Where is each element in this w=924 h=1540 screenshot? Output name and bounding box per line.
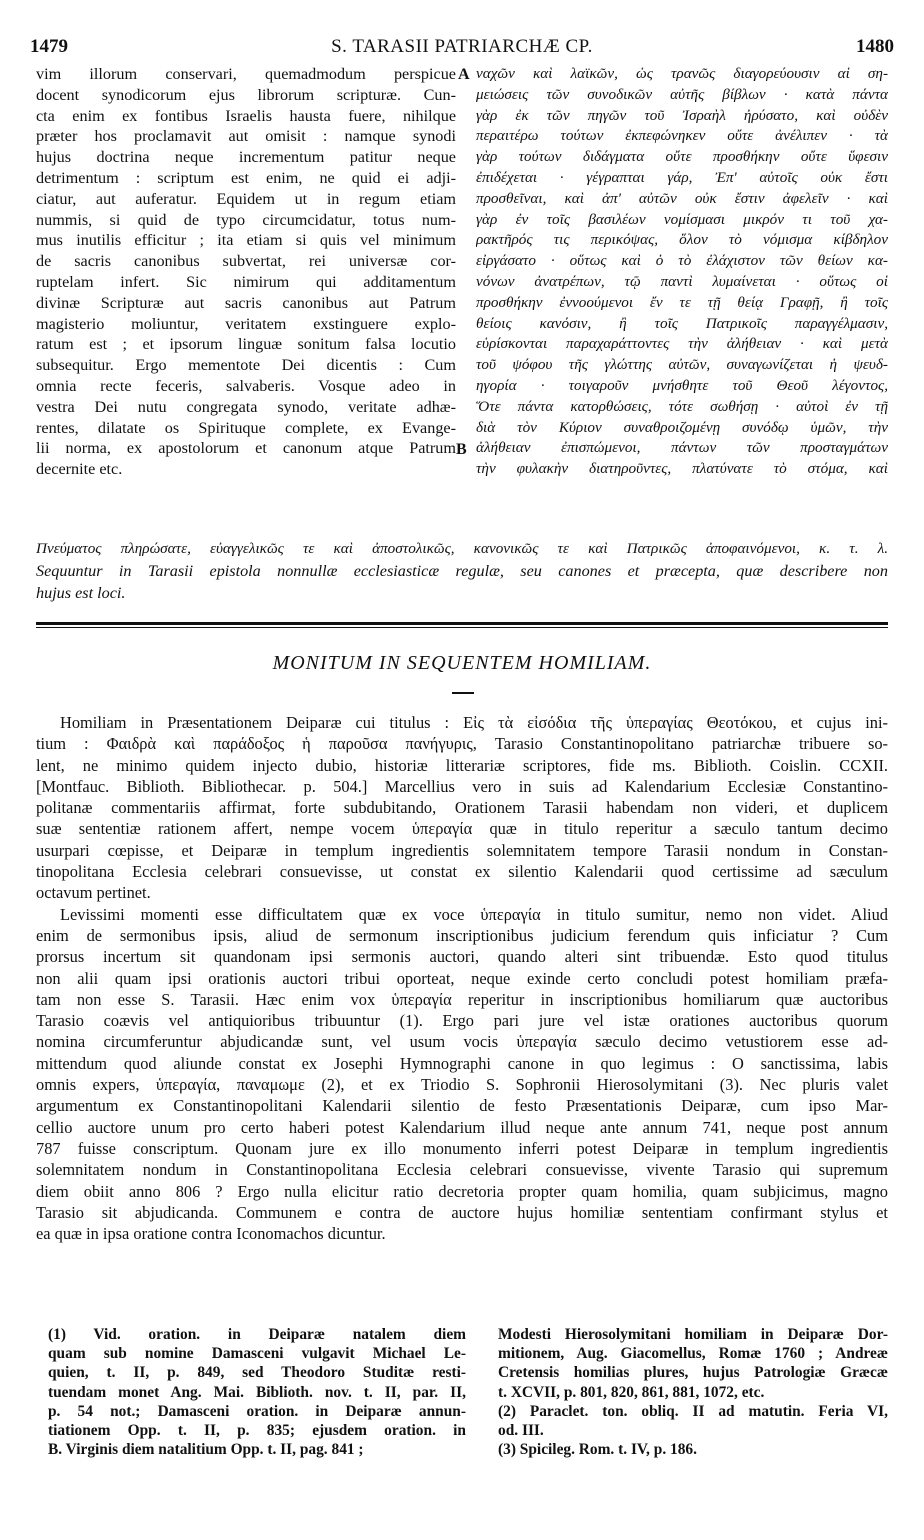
- page-number-right: 1480: [856, 36, 894, 57]
- body-line: lent, ne minimo quidem injecto dubio, historiæ litterariæ scriptores, fide ms. Biblioth. Coislin. CCXII.: [36, 755, 888, 775]
- margin-marker-a: A: [458, 66, 470, 83]
- greek-line: τὴν φυλακὴν διατηροῦντες, πλατύνατε τὸ στόμα, καὶ: [476, 460, 888, 478]
- body-line: [Montfauc. Biblioth. Bibliothecar. p. 504.] Marcellius vero in suis ad Kalendarium Ecclesiæ Constantino-: [36, 776, 888, 796]
- greek-line: Ὅτε πάντα κατορθώσεις, τότε σωθήσῃ · αὐτοὶ ἐν τῇ: [476, 397, 888, 415]
- footnote-line: (1) Vid. oration. in Deiparæ natalem diem: [48, 1326, 466, 1343]
- body-line: tium : Φαιδρὰ καὶ παράδοξος ἡ παροῦσα πανήγυρις, Tarasio Constantinopolitano patriarchæ tribuere so-: [36, 734, 888, 754]
- latin-line: vim illorum conservari, quemadmodum perspicue: [36, 65, 456, 83]
- footnote-line: quien, t. II, p. 849, sed Theodoro Studitæ resti-: [48, 1364, 466, 1382]
- footnote-line: Cretensis homilias plures, hujus Patrologiæ Græcæ: [498, 1364, 888, 1382]
- latin-line: divinæ Scripturæ aut sacris canonibus aut Patrum: [36, 293, 456, 312]
- section-rule-thick: [36, 622, 888, 625]
- body-line: politanæ commentariis affirmat, forte subdubitando, Orationem Tarasii habendam non videri, et duplicem: [36, 798, 888, 818]
- greek-line: γὰρ ἐν τοῖς βασιλέων νομίσμασι μικρόν τι τοῦ χα-: [476, 210, 888, 228]
- greek-line: προσθήκην ἐννοούμενοι ἔν τε τῇ θείᾳ Γραφῇ, ἢ τοῖς: [476, 293, 888, 311]
- greek-line: γὰρ ἐκ τῶν πηγῶν τοῦ Ἰσραὴλ ἠρύσατο, καὶ οὐδὲν: [476, 106, 888, 124]
- footnote-line: tiationem Opp. t. II, p. 835; ejusdem oration. in: [48, 1421, 466, 1439]
- page-number-left: 1479: [30, 36, 68, 57]
- footnote-line: quam sub nomine Damasceni vulgavit Michael Le-: [48, 1345, 466, 1363]
- latin-line: præter hos proclamavit aut omisit : namque synodi: [36, 127, 456, 146]
- greek-line: ἐπιδέχεται · γέγραπται γάρ, Ἐπ' αὐτοῖς οὐκ ἔστι: [476, 168, 888, 186]
- body-line: diem obiit anno 806 ? Ergo nulla elicitur ratio decretoria propter quam homilia, quam subjicimus, magno: [36, 1181, 888, 1201]
- body-line: argumentum ex Constantinopolitani Kalendarii silentio de festo Præsentationis Deiparæ, cum ipso Mar-: [36, 1096, 888, 1116]
- latin-line: omnia recte feceris, salvaberis. Vosque adeo in: [36, 376, 456, 395]
- sequuntur-line: Sequuntur in Tarasii epistola nonnullæ ecclesiasticæ regulæ, seu canones et præcepta, quæ describere non: [36, 562, 888, 580]
- greek-line: ναχῶν καὶ λαϊκῶν, ὡς τρανῶς διαγορεύουσιν αἱ ση-: [476, 65, 888, 82]
- latin-line: cta enim ex fontibus Israelis hausta fuere, nihilque: [36, 106, 456, 125]
- greek-line: εὑρίσκονται παραχαράττοντες τὴν ἀλήθειαν · καὶ μετὰ: [476, 335, 888, 353]
- footnote-line: B. Virginis diem natalitium Opp. t. II, pag. 841 ;: [48, 1441, 364, 1459]
- body-line: Tarasio coævis vel antiquioribus tribuuntur (1). Ergo pari jure vel istæ orationes auctoribus quorum: [36, 1011, 888, 1031]
- greek-line: διὰ τὸν Κύριον συναθροιζομένῃ συνόδῳ ὑμῶν, τὴν: [476, 418, 888, 436]
- greek-line: ηγορία · τοιγαροῦν μνήσθητε τοῦ Θεοῦ λέγοντος,: [476, 376, 888, 394]
- latin-line: vestra Dei nutu congregata synodo, veritate adhæ-: [36, 397, 456, 416]
- body-line: solemnitatem nondum in Constantinopolitana Ecclesia celebrari consuevisse, vivente Tarasio qui supremum: [36, 1160, 888, 1180]
- running-header: [30, 36, 894, 62]
- body-line: omnis expers, ὑπεραγία, παναμωμε (2), et ex Triodio S. Sophronii Hierosolymitani (3). Nec pluris valet: [36, 1075, 888, 1095]
- greek-line: ρακτῆρός τις περικόψας, ὅλον τὸ νόμισμα κίβδηλον: [476, 231, 888, 249]
- latin-line: rentes, dilatate os Spirituque complete, ex Evange-: [36, 418, 456, 437]
- body-line: ea quæ in ipsa oratione contra Iconomachos dicuntur.: [36, 1224, 386, 1244]
- greek-line: μειώσεις τῶν συνοδικῶν αὐτῆς βίβλων · κατὰ πάντα: [476, 85, 888, 103]
- latin-line: ciatur, aut auferatur. Equidem ut in regum etiam: [36, 189, 456, 208]
- latin-line: magisterio moliuntur, veritatem exstinguere explo-: [36, 314, 456, 333]
- greek-line: προσθεῖναι, καὶ ἀπ' αὐτῶν οὐκ ἔστιν ἀφελεῖν · καὶ: [476, 189, 888, 207]
- latin-line: docent synodicorum ejus librorum scripturæ. Cun-: [36, 85, 456, 104]
- footnote-line: od. III.: [498, 1421, 544, 1439]
- greek-full-line: Πνεύματος πληρώσατε, εὐαγγελικῶς τε καὶ ἀποστολικῶς, κανονικῶς τε καὶ Πατρικῶς ἀποφαινόμενοι, κ. τ. λ.: [36, 540, 888, 557]
- margin-marker-b: B: [456, 441, 467, 458]
- section-rule-thin: [36, 627, 888, 628]
- latin-line: de sacris canonibus subvertat, rei universæ cor-: [36, 252, 456, 271]
- body-line: Tarasio sit abjudicanda. Communem e contra de auctore hujus homiliæ sententiam confirmant stylus et: [36, 1202, 888, 1222]
- latin-column: [36, 64, 456, 480]
- latin-line: subsequitur. Ergo mementote Dei dicentis : Cum: [36, 356, 456, 375]
- footnote-line: Modesti Hierosolymitani homiliam in Deiparæ Dor-: [498, 1326, 888, 1343]
- latin-line: ratum est ; et ipsorum linguæ sonitum falsa locutio: [36, 335, 456, 354]
- latin-line: nummis, si quid de typo circumcidatur, totus num-: [36, 210, 456, 229]
- section-heading: MONITUM IN SEQUENTEM HOMILIAM.: [272, 652, 652, 674]
- footnote-line: (2) Paraclet. ton. obliq. II ad matutin. Feria VI,: [498, 1402, 888, 1420]
- body-line: cellio auctore unum pro certo haberi potest Kalendarium illud neque ante annum 741, neque post annum: [36, 1117, 888, 1137]
- footnotes-left: [48, 1325, 466, 1459]
- footnote-line: (3) Spicileg. Rom. t. IV, p. 186.: [498, 1441, 697, 1459]
- footnote-line: p. 54 not.; Damasceni oration. in Deiparæ annun-: [48, 1402, 466, 1420]
- footnotes-right: [498, 1325, 888, 1459]
- latin-line: lii norma, ex apostolorum et canonum atque Patrum: [36, 439, 456, 458]
- body-line: Levissimi momenti esse difficultatem quæ ex voce ὑπεραγία in titulo sumitur, nemo non videt. Aliud: [60, 904, 888, 924]
- greek-line: θείοις κανόσιν, ἢ τοῖς Πατρικοῖς παραγγέλμασιν,: [476, 314, 888, 332]
- sequuntur-line: hujus est loci.: [36, 584, 126, 602]
- greek-line: περαιτέρω τούτων ἐκπεφώνηκεν οὔτε ἀνέλιπεν · τὰ: [476, 127, 888, 145]
- latin-line: decernite etc.: [36, 460, 123, 479]
- greek-line: γὰρ τούτων διδάγματα οὔτε προσθήκην οὔτε ὕφεσιν: [476, 148, 888, 166]
- body-line: nomina circumferuntur abjudicandæ sunt, vel usum vocis ὑπεραγία sæculo decimo vetustiorem esse ad-: [36, 1032, 888, 1052]
- latin-line: mus inutilis efficitur ; ita etiam si quis vel minimum: [36, 231, 456, 250]
- body-line: usurpari cœpisse, et Deiparæ in templum ingredientis solemnitatem tempore Tarasii nondum in Constan-: [36, 840, 888, 860]
- body-line: enim de sermonibus ipsis, aliud de sermonum inscriptionibus judicium ferendum quis inficiatur ? Cum: [36, 925, 888, 945]
- body-line: 787 fuisse conscriptum. Quonam jure ex illo monumento inferri potest Deiparæ in templum ingredientis: [36, 1138, 888, 1158]
- greek-line: τοῦ ψόφου τῆς γλώττης αὐτῶν, συναγωνίζεται ἡ ψευδ-: [476, 356, 888, 374]
- greek-line: ἀλήθειαν ἐπισπώμενοι, πάντων τῶν προσταγμάτων: [476, 439, 888, 457]
- body-line: non alii quam ipsi orationis auctori tribui oporteat, neque exinde certo concludi potest homiliam præfa-: [36, 968, 888, 988]
- greek-continuation: [36, 538, 888, 604]
- body-line: tam non esse S. Tarasii. Hæc enim vox ὑπεραγία reperitur in inscriptionibus homiliarum quæ auctoribus: [36, 989, 888, 1009]
- body-line: octavum pertinet.: [36, 883, 151, 903]
- body-line: prorsus incertum sit quandonam ipsi sermonis auctori, quando alteri sint tribuendæ. Esto quod titulus: [36, 947, 888, 967]
- body-line: suæ sententiæ rationem affert, nempe vocem ὑπεραγία quæ in titulo reperitur a sæculo tantum decimo: [36, 819, 888, 839]
- body-line: Homiliam in Præsentationem Deiparæ cui titulus : Εἰς τὰ εἰσόδια τῆς ὑπεραγίας Θεοτόκου, et cujus ini-: [60, 713, 888, 732]
- greek-column: [476, 64, 888, 480]
- latin-line: detrimentum : scriptum est enim, ne quid ei adji-: [36, 168, 456, 187]
- footnote-line: t. XCVII, p. 801, 820, 861, 881, 1072, etc.: [498, 1383, 765, 1401]
- footnote-line: mitionem, Aug. Giacomellus, Romæ 1760 ; Andreæ: [498, 1345, 888, 1363]
- footnote-line: tuendam monet Ang. Mai. Biblioth. nov. t. II, par. II,: [48, 1383, 466, 1401]
- monitum-body: [36, 712, 888, 1244]
- latin-line: hujus doctrina neque incrementum patitur neque: [36, 148, 456, 167]
- body-line: mittendum quod aliunde constat ex Josephi Hymnographi canone in quo legimus : O sanctissima, labis: [36, 1053, 888, 1073]
- latin-line: ruptelam infert. Sic nimirum qui additamentum: [36, 272, 456, 291]
- body-line: tinopolitana Ecclesia celebrari consuevisse, ut constat ex silentio Kalendarii quod certissime ad sæculum: [36, 862, 888, 882]
- heading-dash: [452, 692, 474, 694]
- running-title: S. TARASII PATRIARCHÆ CP.: [331, 36, 593, 57]
- greek-line: εἰργάσατο · οὕτως καὶ ὁ τὸ ἐλάχιστον τῶν θείων κα-: [476, 252, 888, 270]
- greek-line: νόνων ἀνατρέπων, τῷ παντὶ λυμαίνεται · οὕτως οἱ: [476, 272, 888, 290]
